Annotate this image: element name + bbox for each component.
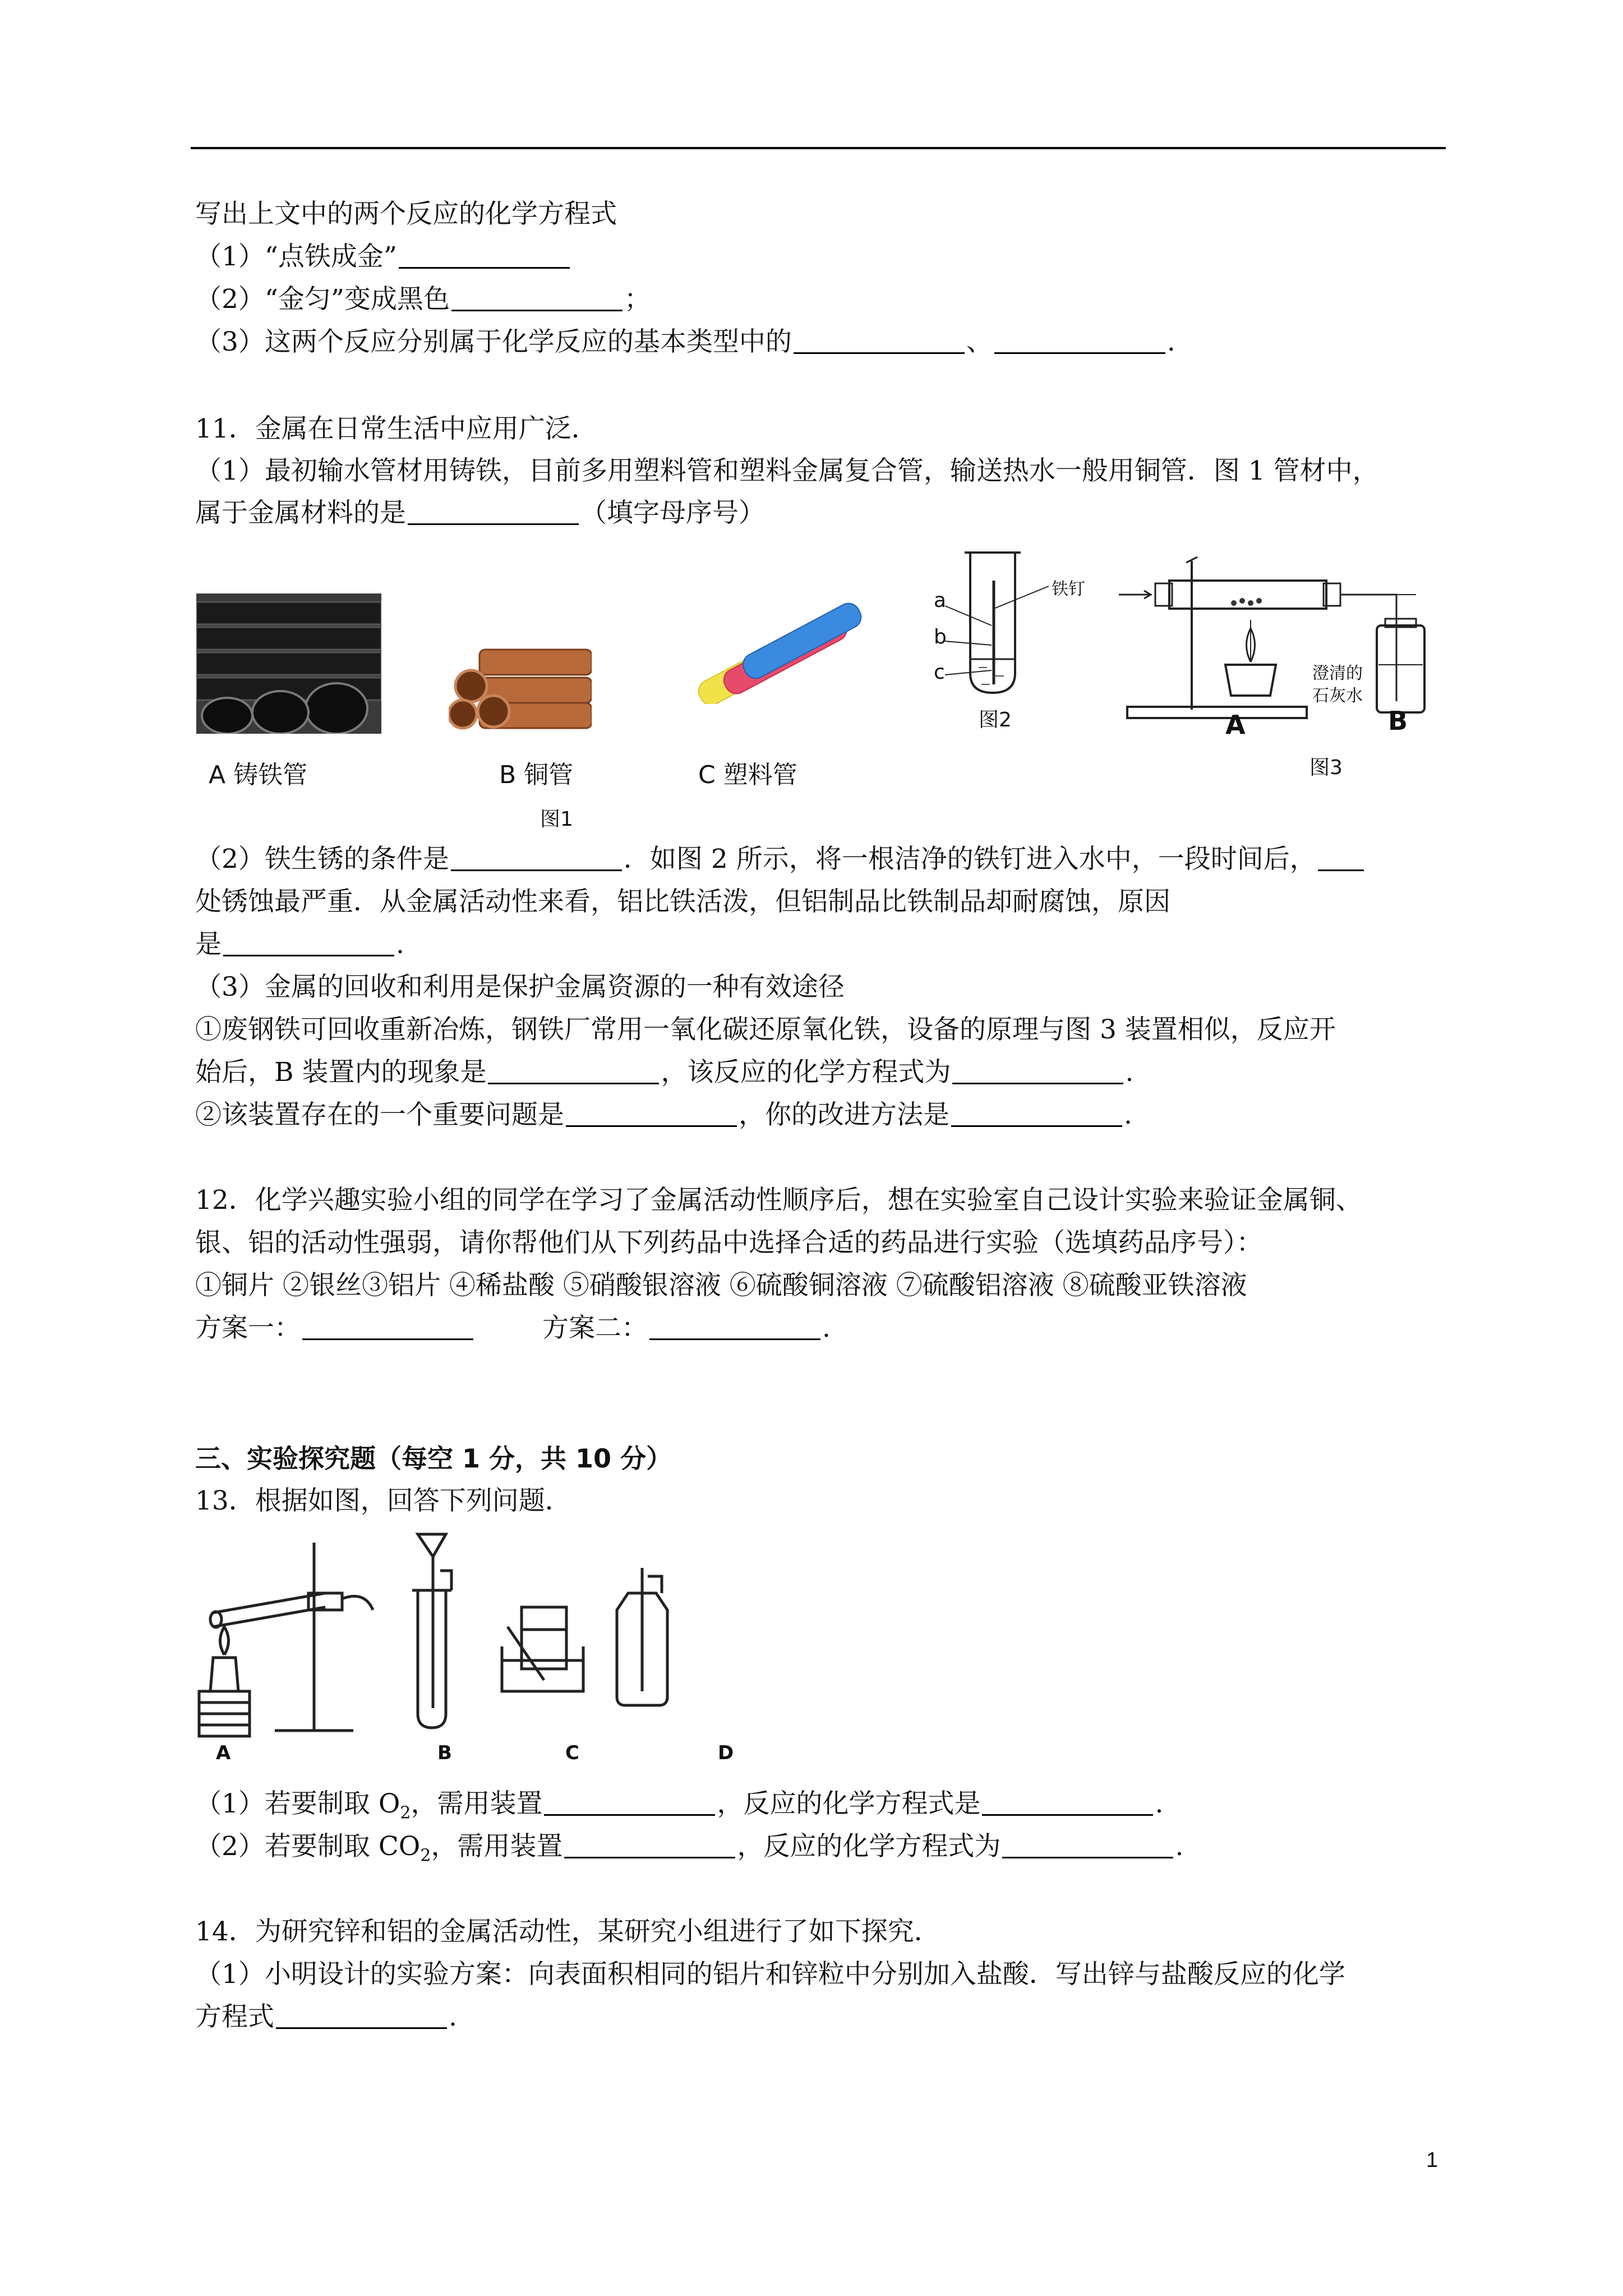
fig1-label-c: C 塑料管 [698,761,797,789]
q11-p3-title: （3）金属的回收和利用是保护金属资源的一种有效途径 [195,972,845,1002]
cast-iron-pipe-image [196,593,381,734]
q11-p2-line-3: 是 . [195,929,404,960]
q12-line-3: ①铜片 ②银丝③铝片 ④稀盐酸 ⑤硝酸银溶液 ⑥硫酸铜溶液 ⑦硫酸铝溶液 ⑧硫酸亚铁溶液 [195,1270,1247,1301]
answer-blank[interactable] [952,1058,1123,1084]
fig2-nail-label: 铁钉 [1052,579,1085,599]
q13-label-a: A [216,1742,231,1764]
test-tube-nail-diagram [931,547,1099,710]
answer-blank[interactable] [564,1832,735,1858]
q13-label-b: B [437,1742,452,1764]
q10-line-3: （3）这两个反应分别属于化学反应的基本类型中的 、 . [195,326,1175,357]
answer-blank[interactable] [994,328,1165,354]
answer-blank[interactable] [982,1789,1153,1816]
q14-line-2: 方程式 . [195,2001,457,2032]
fig2-label-b: b [934,625,947,648]
answer-blank[interactable] [276,2003,447,2029]
q11-p2-line-2: 处锈蚀最严重．从金属活动性来看，铝比铁活泼，但铝制品比铁制品却耐腐蚀，原因 [195,886,1170,917]
fig2-label-a: a [934,589,947,612]
fig2-caption: 图2 [979,708,1012,731]
answer-blank[interactable] [566,1101,737,1127]
copper-pipe-image [449,638,592,731]
q10-line-2: （2）“金匀”变成黑色 ； [195,284,651,315]
fig3-limewater-2: 石灰水 [1312,686,1363,706]
fig1-caption: 图1 [540,808,573,831]
q12-plan-line: 方案一： 方案二： . [195,1313,831,1343]
q13-label-c: C [565,1742,579,1764]
lab-apparatus-diagram [196,1529,774,1747]
header-rule [191,147,1446,149]
answer-blank[interactable] [223,930,394,956]
answer-blank[interactable] [302,1314,473,1340]
fig3-caption: 图3 [1310,756,1343,779]
q13-label-d: D [718,1742,734,1764]
answer-blank[interactable] [399,242,570,269]
q12-line-2: 银、铝的活动性强弱，请你帮他们从下列药品中选择合适的药品进行实验（选填药品序号）： [195,1227,1263,1258]
reduction-apparatus-diagram [1116,553,1441,732]
fig1-label-b: B 铜管 [499,761,574,789]
q11-title: 11．金属在日常生活中应用广泛． [195,413,598,444]
answer-blank[interactable] [1002,1832,1173,1858]
q13-line-1: （1）若要制取 $O_2$，需用装置 ，反应的化学方程式是 . [195,1788,1164,1823]
q11-p3-line-1: ①废钢铁可回收重新冶炼，钢铁厂常用一氧化碳还原氧化铁，设备的原理与图 3 装置相似，反应开 [195,1014,1336,1045]
answer-blank[interactable] [488,1058,659,1084]
plastic-pipe-image [670,597,872,704]
answer-blank[interactable] [1318,845,1364,871]
q11-p1-line-2: 属于金属材料的是 （填字母序号） [195,498,765,528]
q10-line-1: （1）“点铁成金” [195,240,571,274]
intro-line: 写出上文中的两个反应的化学方程式 [195,199,617,229]
answer-blank[interactable] [408,499,579,525]
q11-p1-line-1: （1）最初输水管材用铸铁，目前多用塑料管和塑料金属复合管，输送热水一般用铜管．图 1 管材中， [195,455,1379,486]
answer-blank[interactable] [451,845,622,871]
section-3-title: 三、实验探究题（每空 1 分，共 10 分） [195,1443,672,1474]
fig2-label-c: c [934,661,945,684]
q13-title: 13．根据如图，回答下列问题． [195,1485,571,1516]
q14-line-1: （1）小明设计的实验方案：向表面积相同的铝片和锌粒中分别加入盐酸．写出锌与盐酸反应的化学 [195,1959,1345,1990]
q11-p3-line-2: 始后，B 装置内的现象是 ，该反应的化学方程式为 . [195,1057,1134,1088]
q14-title: 14．为研究锌和铝的金属活动性，某研究小组进行了如下探究． [195,1916,940,1947]
q11-p2-line-1: （2）铁生锈的条件是 ．如图 2 所示，将一根洁净的铁钉进入水中，一段时间后， [195,843,1366,876]
fig1-label-a: A 铸铁管 [209,761,308,789]
answer-blank[interactable] [951,1101,1122,1127]
fig3-label-a: A [1225,710,1246,740]
answer-blank[interactable] [544,1789,715,1816]
q11-p3-line-3: ②该装置存在的一个重要问题是 ，你的改进方法是 . [195,1099,1132,1130]
answer-blank[interactable] [794,328,965,354]
answer-blank[interactable] [451,285,623,311]
answer-blank[interactable] [649,1314,820,1340]
fig3-limewater-1: 澄清的 [1312,664,1363,683]
fig3-label-b: B [1388,706,1408,736]
page-number: 1 [1426,2148,1438,2172]
q13-line-2: （2）若要制取 $CO_2$，需用装置 ，反应的化学方程式为 . [195,1831,1184,1866]
q12-line-1: 12．化学兴趣实验小组的同学在学习了金属活动性顺序后，想在实验室自己设计实验来验证金属铜、 [195,1185,1362,1216]
